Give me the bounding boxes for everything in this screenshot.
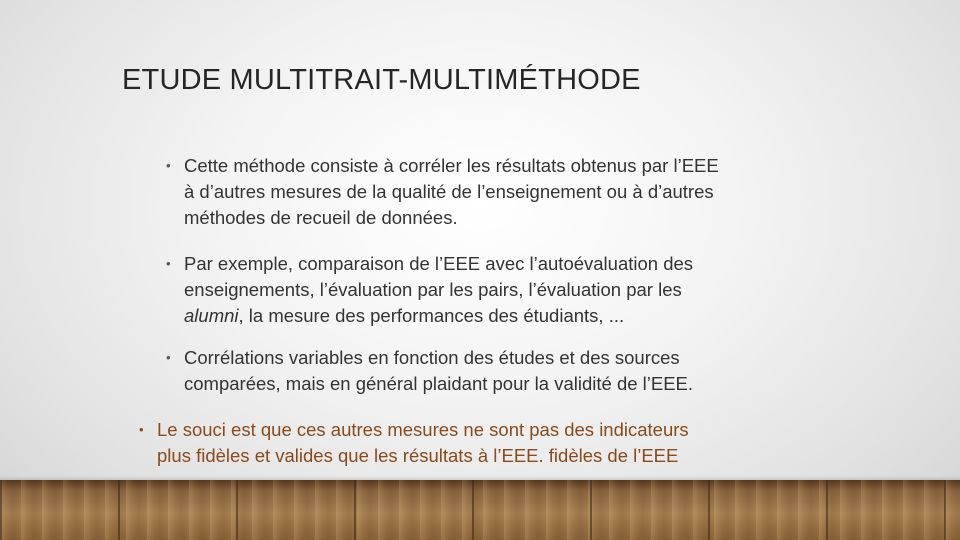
- wood-floor-decoration: [0, 480, 960, 540]
- bullet-dot: •: [139, 422, 144, 437]
- bullet-line: Cette méthode consiste à corréler les résultats obtenus par l’EEE: [184, 155, 719, 176]
- bullet-dot: •: [166, 256, 171, 271]
- bullet-dot: •: [166, 350, 171, 365]
- bullet-item-1: [166, 153, 824, 231]
- italic-term: alumni: [184, 305, 239, 326]
- bullet-item-3: [166, 345, 824, 397]
- bullet-line: Le souci est que ces autres mesures ne sont pas des indicateurs: [157, 419, 689, 440]
- bullet-line-mixed: [184, 303, 824, 329]
- bullet-line: méthodes de recueil de données.: [184, 207, 458, 228]
- slide-title: ETUDE MULTITRAIT-MULTIMÉTHODE: [122, 64, 641, 96]
- bullet-line: enseignements, l’évaluation par les pairs, l’évaluation par les: [184, 279, 682, 300]
- bullet-dot: •: [166, 158, 171, 173]
- bullet-line: Par exemple, comparaison de l’EEE avec l’autoévaluation des: [184, 253, 694, 274]
- bullet-line: à d’autres mesures de la qualité de l’enseignement ou à d’autres: [184, 181, 714, 202]
- bullet-item-2: [166, 251, 824, 329]
- bullet-line: Corrélations variables en fonction des études et des sources: [184, 347, 680, 368]
- bullet-line: comparées, mais en général plaidant pour la validité de l’EEE.: [184, 373, 694, 394]
- bullet-line: plus fidèles et valides que les résultats à l’EEE. fidèles de l’EEE: [157, 445, 679, 466]
- bullet-item-4-highlight: [139, 417, 817, 469]
- bullet-line-rest: , la mesure des performances des étudiants, ...: [238, 305, 625, 326]
